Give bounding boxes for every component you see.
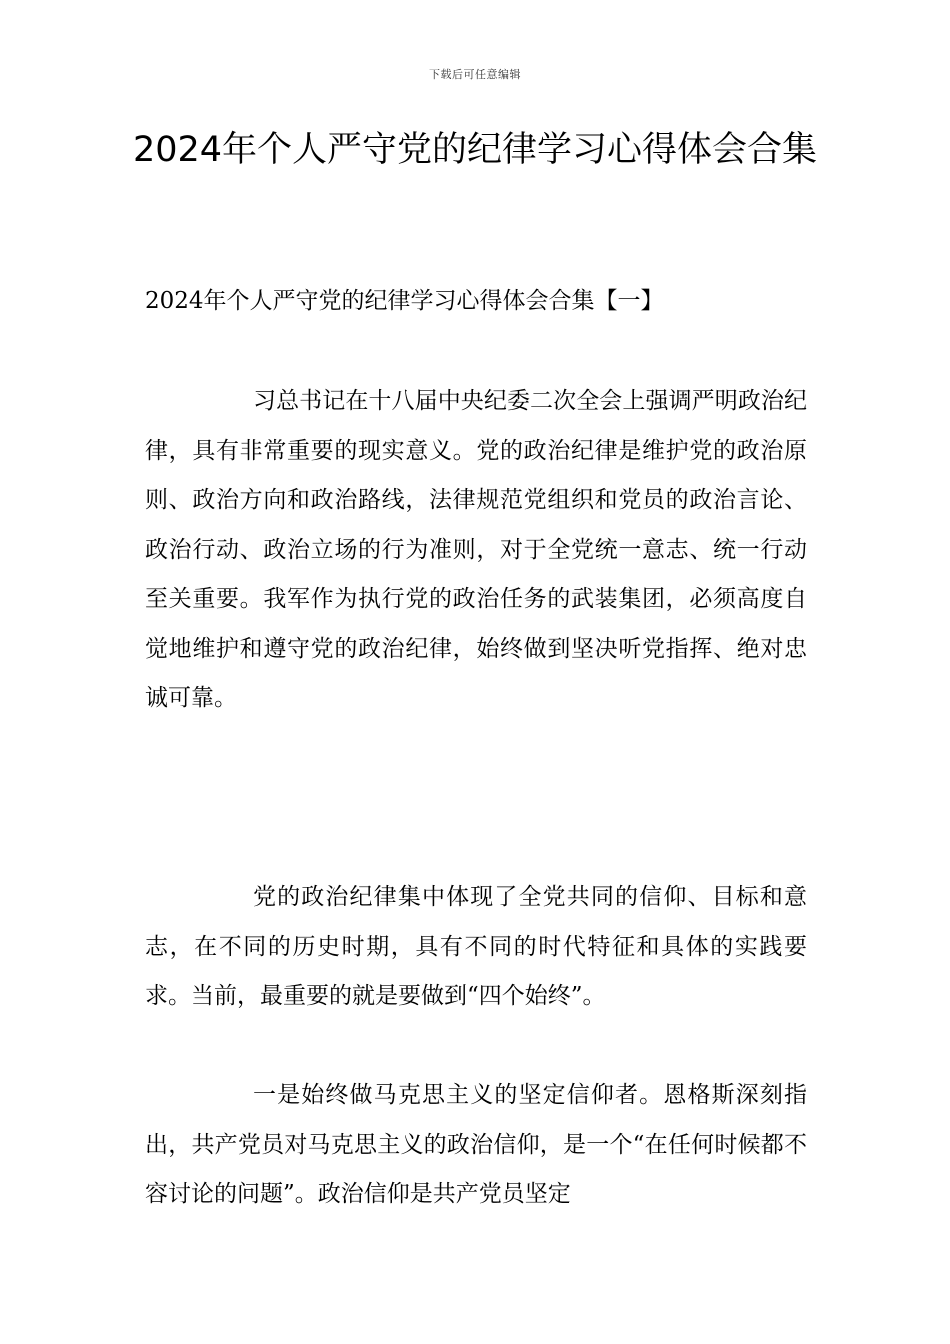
body-paragraph-1: 习总书记在十八届中央纪委二次全会上强调严明政治纪律，具有非常重要的现实意义。党的政治纪律是维护党的政治原则、政治方向和政治路线，法律规范党组织和党员的政治言论、政治行动、政治立场的行为准则，对于全党统一意志、统一行动至关重要。我军作为执行党的政治任务的武装集团，必须高度自觉地维护和遵守党的政治纪律，始终做到坚决听党指挥、绝对忠诚可靠。 bbox=[145, 388, 807, 711]
section-heading: 2024年个人严守党的纪律学习心得体会合集【一】 bbox=[145, 288, 664, 314]
document-title: 2024年个人严守党的纪律学习心得体会合集 bbox=[132, 130, 818, 170]
body-paragraph-2: 党的政治纪律集中体现了全党共同的信仰、目标和意志，在不同的历史时期，具有不同的时代特征和具体的实践要求。当前，最重要的就是要做到“四个始终”。 bbox=[145, 884, 807, 1009]
header-note: 下载后可任意编辑 bbox=[429, 68, 521, 81]
body-paragraph-3: 一是始终做马克思主义的坚定信仰者。恩格斯深刻指出，共产党员对马克思主义的政治信仰，是一个“在任何时候都不容讨论的问题”。政治信仰是共产党员坚定 bbox=[145, 1082, 807, 1207]
